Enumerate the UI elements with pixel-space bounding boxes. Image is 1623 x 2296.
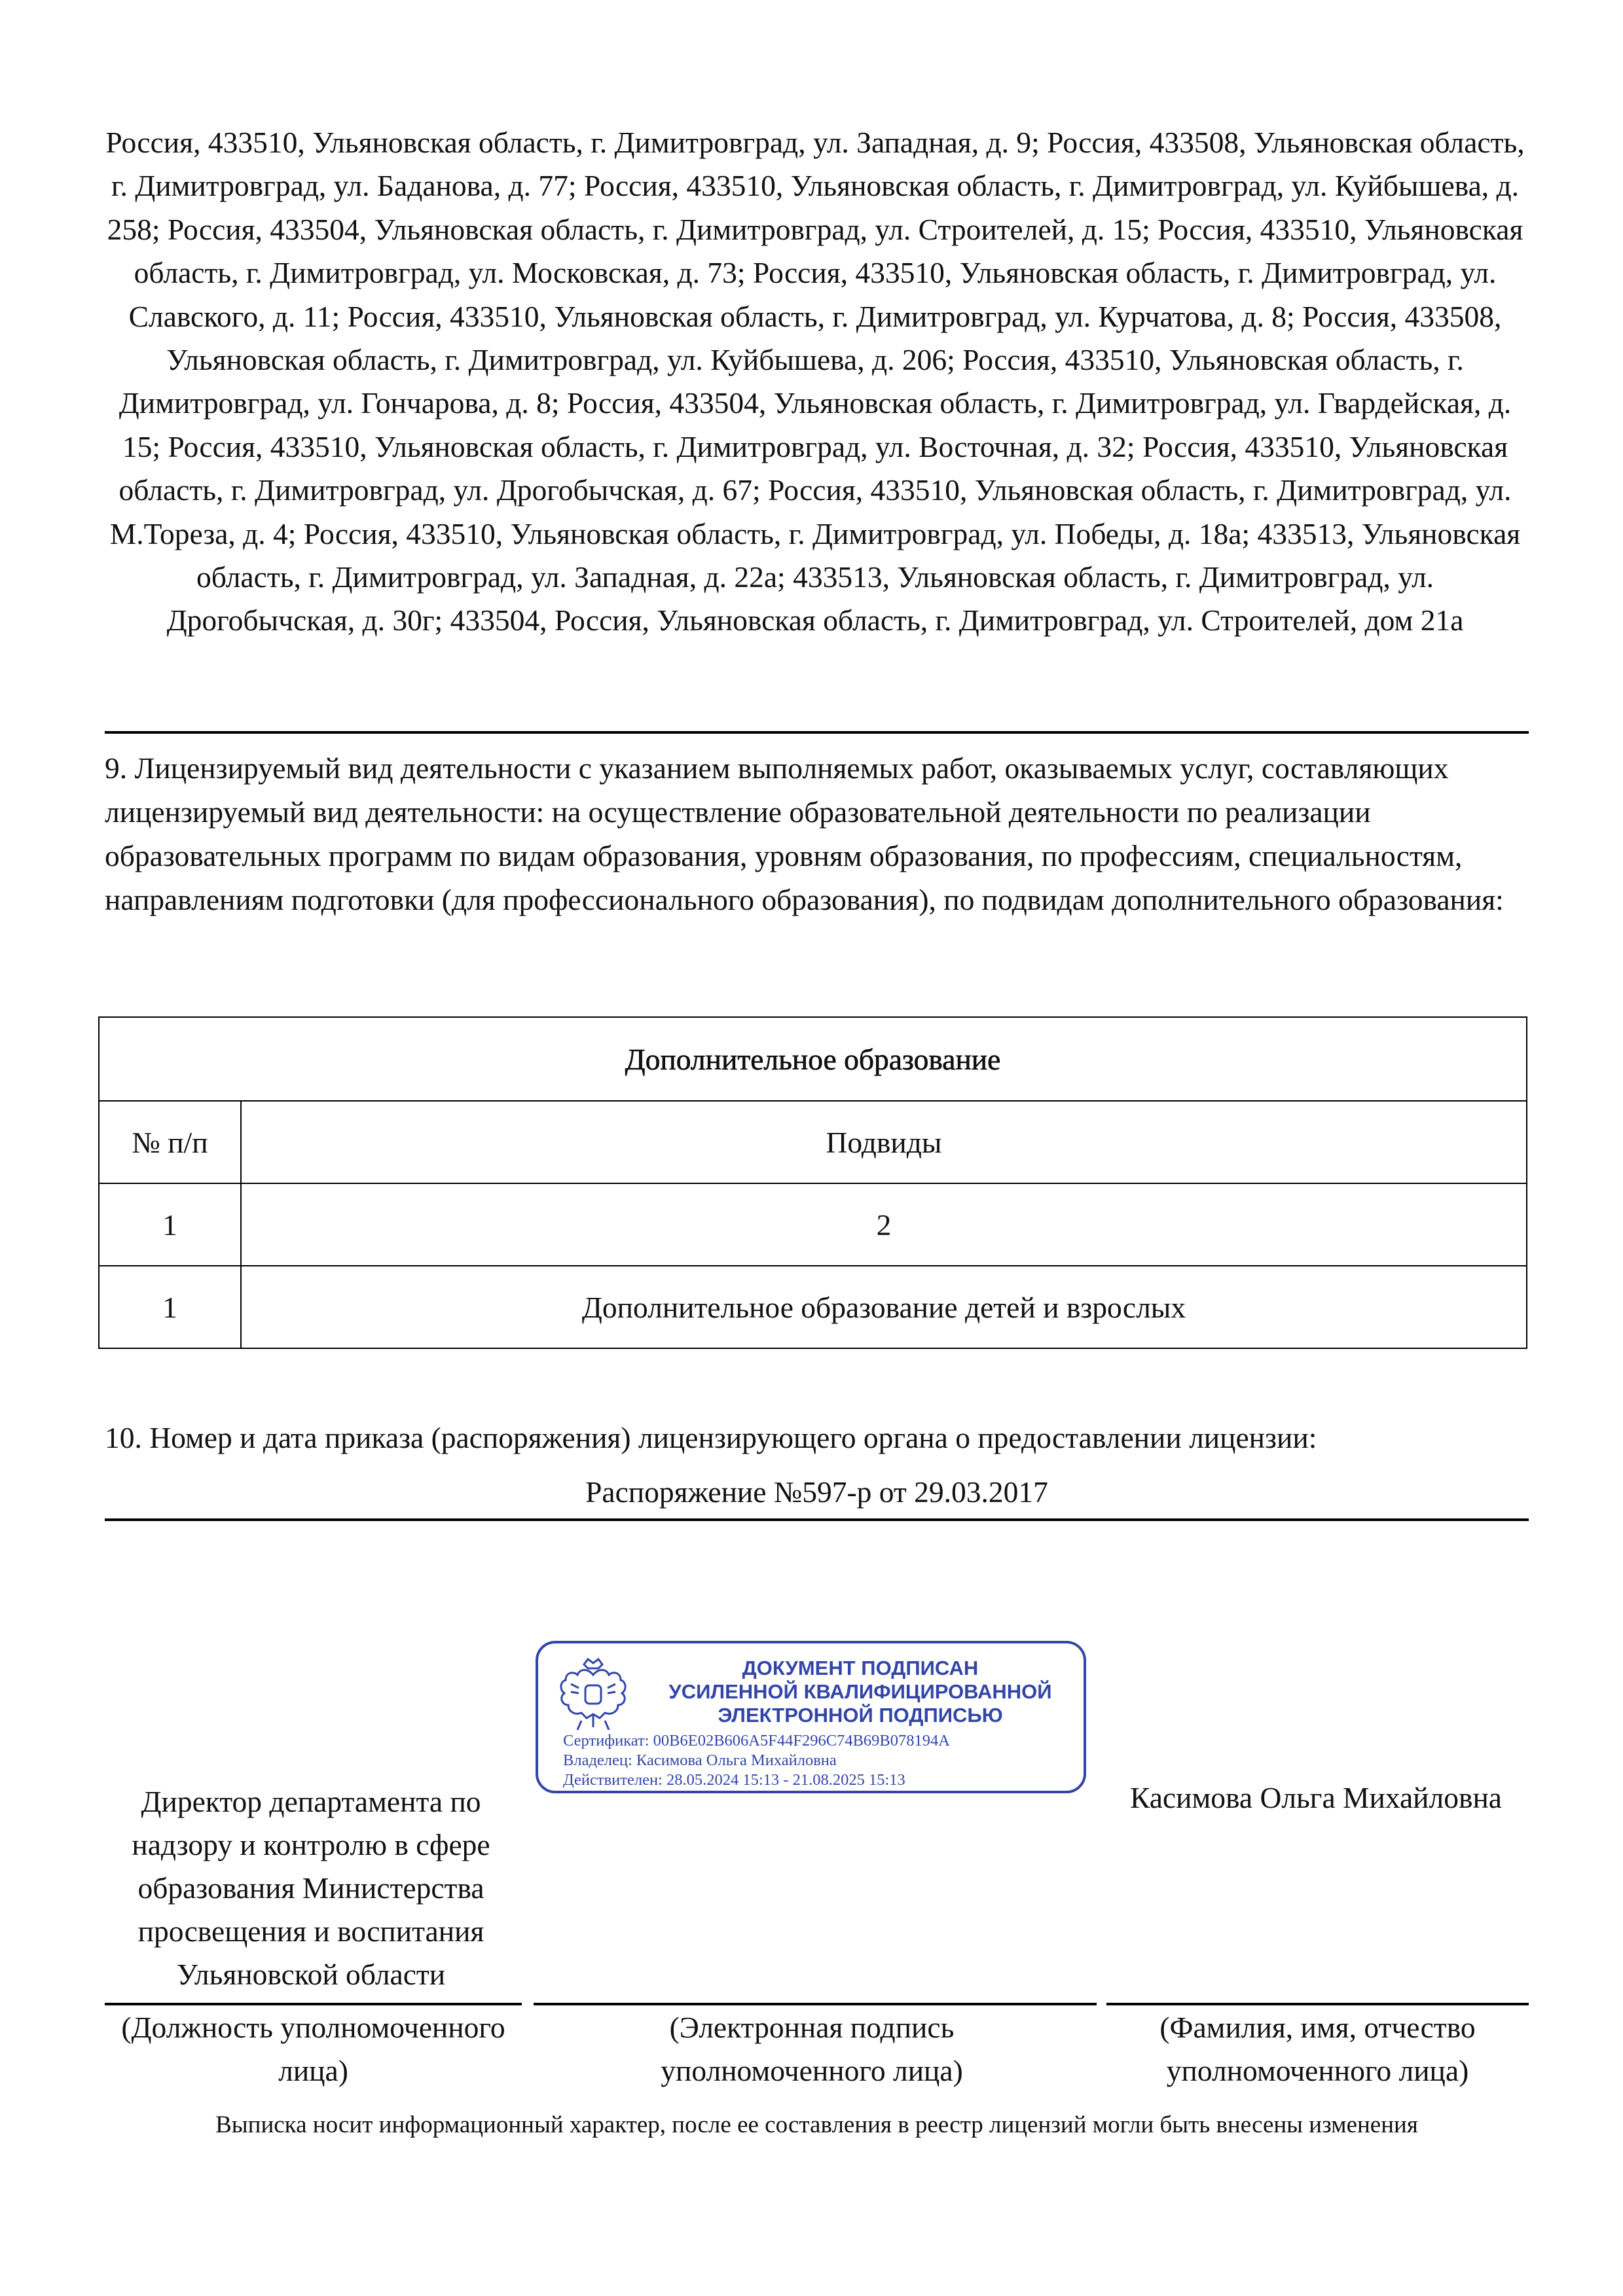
row-number: 1 [99, 1266, 241, 1348]
table-row [99, 1266, 1527, 1348]
signature-line [534, 2003, 1097, 2005]
index-cell-1: 1 [99, 1183, 241, 1266]
license-table [98, 1016, 1527, 1349]
signatory-position: Директор департамента по надзору и контролю в сфере образования Министерства просвещения и воспитания Ульяновской области [132, 1785, 490, 1991]
caption-fio: (Фамилия, имя, отчество уполномоченного лица) [1159, 2011, 1476, 2087]
stamp-owner: Владелец: Касимова Ольга Михайловна [563, 1751, 837, 1769]
column-header-number: № п/п [99, 1101, 241, 1183]
address-block: Россия, 433510, Ульяновская область, г. Димитровград, ул. Западная, д. 9; Россия, 433508, Ульяновская область, г. Димитровград, ул. Баданова, д. 77; Россия, 433510, Ульяновская область, г. Димитровград, ул. Куйбышева, д. 258; Россия, 433504, Ульяновская область, г. Димитровград, ул. Строителей, д. 15; Россия, 433510, Ульяновская область, г. Димитровград, ул. Московская, д. 73; Россия, 433510, Ульяновская область, г. Димитровград, ул. Славского, д. 11; Россия, 433510, Ульяновская область, г. Димитровград, ул. Курчатова, д. 8; Россия, 433508, Ульяновская область, г. Димитровград, ул. Куйбышева, д. 206; Россия, 433510, Ульяновская область, г. Димитровград, ул. Гончарова, д. 8; Россия, 433504, Ульяновская область, г. Димитровград, ул. Гвардейская, д. 15; Россия, 433510, Ульяновская область, г. Димитровград, ул. Восточная, д. 32; Россия, 433510, Ульяновская область, г. Димитровград, ул. Дрогобычская, д. 67; Россия, 433510, Ульяновская область, г. Димитровград, ул. М.Тореза, д. 4; Россия, 433510, Ульяновская область, г. Димитровград, ул. Победы, д. 18а; 433513, Ульяновская область, г. Димитровград, ул. Западная, д. 22а; 433513, Ульяновская область, г. Димитровград, ул. Дрогобычская, д. 30г; 433504, Россия, Ульяновская область, г. Димитровград, ул. Строителей, дом 21а [105, 126, 1525, 637]
row-subtype: Дополнительное образование детей и взрослых [241, 1266, 1527, 1348]
stamp-title-line-3: ЭЛЕКТРОННОЙ ПОДПИСЬЮ [718, 1704, 1003, 1727]
section-10-text: 10. Номер и дата приказа (распоряжения) лицензирующего органа о предоставлении лицензии: [105, 1421, 1317, 1454]
index-cell-2: 2 [241, 1183, 1527, 1266]
stamp-validity: Действителен: 28.05.2024 15:13 - 21.08.2025 15:13 [563, 1771, 905, 1789]
column-header-subtype: Подвиды [241, 1101, 1527, 1183]
table-title-row [99, 1017, 1527, 1101]
coat-of-arms-icon [551, 1655, 635, 1734]
signature-stamp [536, 1641, 1086, 1793]
fio-line [1106, 2003, 1529, 2005]
stamp-certificate: Сертификат: 00B6E02B606A5F44F296C74B69B078194A [563, 1732, 950, 1749]
position-line [105, 2003, 522, 2005]
address-underline [105, 731, 1529, 734]
footnote: Выписка носит информационный характер, после ее составления в реестр лицензий могли быть внесены изменения [215, 2111, 1418, 2138]
table-header-row [99, 1101, 1527, 1183]
table-index-row [99, 1183, 1527, 1266]
caption-position: (Должность уполномоченного лица) [121, 2011, 505, 2087]
section-9-text: 9. Лицензируемый вид деятельности с указанием выполняемых работ, оказываемых услуг, составляющих лицензируемый вид деятельности: на осуществление образовательной деятельности по реализации образовательных программ по видам образования, уровням образования, по профессиям, специальностям, направлениям подготовки (для профессионального образования), по подвидам дополнительного образования: [105, 751, 1504, 916]
stamp-title-line-1: ДОКУМЕНТ ПОДПИСАН [742, 1657, 979, 1679]
signatory-name: Касимова Ольга Михайловна [1129, 1781, 1503, 1814]
order-underline [105, 1518, 1529, 1521]
order-number: Распоряжение №597-р от 29.03.2017 [585, 1475, 1048, 1509]
stamp-title-line-2: УСИЛЕННОЙ КВАЛИФИЦИРОВАННОЙ [668, 1680, 1052, 1703]
caption-signature: (Электронная подпись уполномоченного лица) [661, 2011, 963, 2087]
table-title: Дополнительное образование [99, 1017, 1527, 1101]
